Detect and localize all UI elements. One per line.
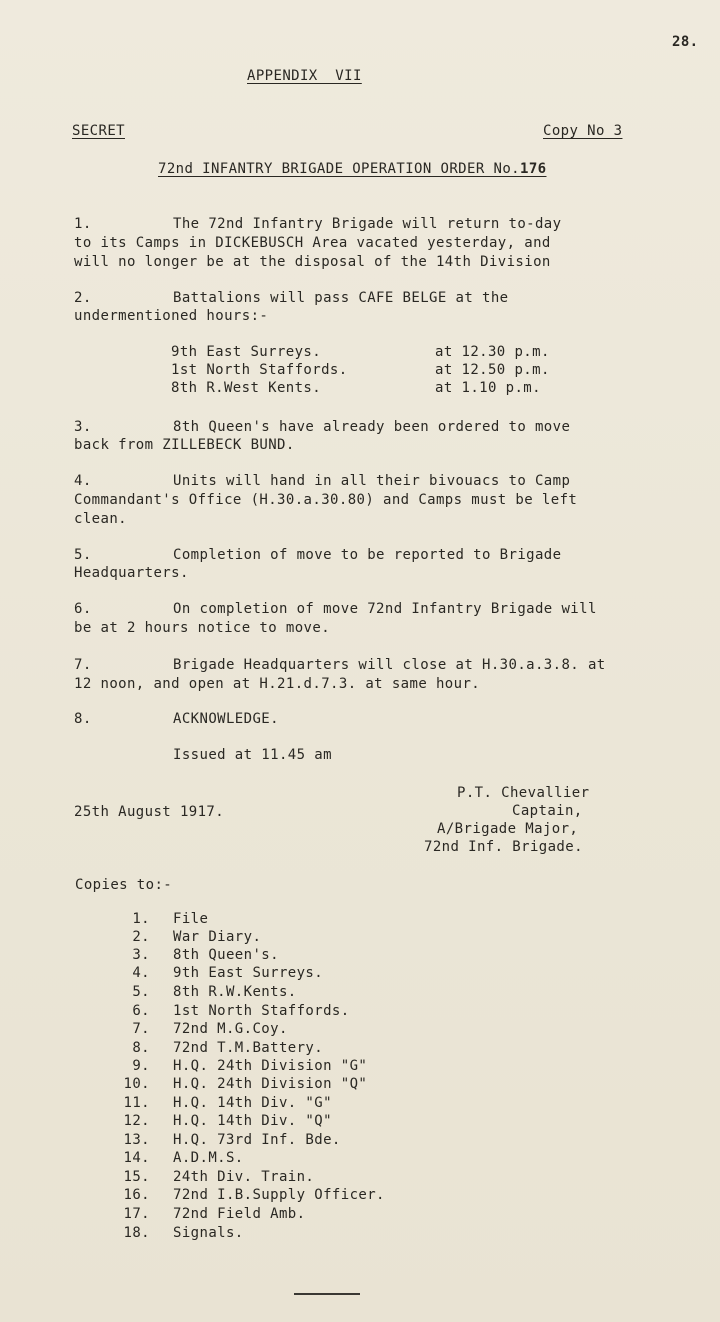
copies-heading: Copies to:- [75, 877, 173, 893]
signatory-appointment: A/Brigade Major, [437, 821, 579, 837]
classification: SECRET [72, 123, 125, 139]
para-3-number: 3. [74, 419, 92, 435]
copy-recipient: 9th East Surreys. [173, 965, 324, 981]
para-1-line-1: The 72nd Infantry Brigade will return to-day [173, 216, 562, 232]
signatory-rank: Captain, [512, 803, 583, 819]
para-2-number: 2. [74, 290, 92, 306]
para-7-line-1: Brigade Headquarters will close at H.30.a.3.8. at [173, 657, 606, 673]
signatory-name: P.T. Chevallier [457, 785, 590, 801]
copy-number: 14. [123, 1150, 150, 1166]
copy-recipient: 72nd Field Amb. [173, 1206, 306, 1222]
issued-time: Issued at 11.45 am [173, 747, 332, 763]
schedule-time: at 12.50 p.m. [435, 362, 550, 378]
order-date: 25th August 1917. [74, 804, 225, 820]
copy-recipient: A.D.M.S. [173, 1150, 244, 1166]
para-2-line-2: undermentioned hours:- [74, 308, 269, 324]
signatory-unit: 72nd Inf. Brigade. [424, 839, 583, 855]
copy-number: 8. [132, 1040, 150, 1056]
appendix-heading: APPENDIX VII [247, 68, 362, 84]
para-5-line-1: Completion of move to be reported to Brigade [173, 547, 562, 563]
schedule-unit: 9th East Surreys. [171, 344, 322, 360]
order-title-text: 72nd INFANTRY BRIGADE OPERATION ORDER No. [158, 161, 520, 177]
copy-number: 7. [132, 1021, 150, 1037]
schedule-time: at 12.30 p.m. [435, 344, 550, 360]
para-8-line-1: ACKNOWLEDGE. [173, 711, 279, 727]
copy-recipient: H.Q. 24th Division "G" [173, 1058, 368, 1074]
copy-number: 15. [123, 1169, 150, 1185]
copy-recipient: 8th R.W.Kents. [173, 984, 297, 1000]
copy-recipient: 72nd T.M.Battery. [173, 1040, 324, 1056]
para-4-line-1: Units will hand in all their bivouacs to Camp [173, 473, 571, 489]
copy-number: 2. [132, 929, 150, 945]
copy-recipient: 24th Div. Train. [173, 1169, 315, 1185]
para-3-line-1: 8th Queen's have already been ordered to move [173, 419, 571, 435]
para-6-number: 6. [74, 601, 92, 617]
copy-recipient: 8th Queen's. [173, 947, 279, 963]
copy-number: 4. [132, 965, 150, 981]
para-2-line-1: Battalions will pass CAFE BELGE at the [173, 290, 509, 306]
copy-recipient: War Diary. [173, 929, 262, 945]
para-1-number: 1. [74, 216, 92, 232]
para-3-line-2: back from ZILLEBECK BUND. [74, 437, 295, 453]
para-4-line-2: Commandant's Office (H.30.a.30.80) and Camps must be left [74, 492, 578, 508]
copy-recipient: H.Q. 24th Division "Q" [173, 1076, 368, 1092]
schedule-time: at 1.10 p.m. [435, 380, 541, 396]
copy-recipient: H.Q. 73rd Inf. Bde. [173, 1132, 341, 1148]
para-8-number: 8. [74, 711, 92, 727]
schedule-unit: 1st North Staffords. [171, 362, 348, 378]
copy-number: 3. [132, 947, 150, 963]
copy-recipient: 1st North Staffords. [173, 1003, 350, 1019]
copy-number: 12. [123, 1113, 150, 1129]
para-6-line-2: be at 2 hours notice to move. [74, 620, 331, 636]
order-title [158, 160, 546, 178]
copy-number: 1. [132, 911, 150, 927]
para-1-line-2: to its Camps in DICKEBUSCH Area vacated yesterday, and [74, 235, 551, 251]
schedule-unit: 8th R.West Kents. [171, 380, 322, 396]
para-4-number: 4. [74, 473, 92, 489]
para-1-line-3: will no longer be at the disposal of the 14th Division [74, 254, 551, 270]
copy-recipient: H.Q. 14th Div. "G" [173, 1095, 332, 1111]
para-5-line-2: Headquarters. [74, 565, 189, 581]
copy-number: 17. [123, 1206, 150, 1222]
para-4-line-3: clean. [74, 511, 127, 527]
copy-recipient: Signals. [173, 1225, 244, 1241]
para-5-number: 5. [74, 547, 92, 563]
copy-number: Copy No 3 [543, 123, 623, 139]
copy-number: 16. [123, 1187, 150, 1203]
copy-number: 5. [132, 984, 150, 1000]
copy-recipient: 72nd M.G.Coy. [173, 1021, 288, 1037]
copy-recipient: File [173, 911, 209, 927]
copy-number: 18. [123, 1225, 150, 1241]
copy-recipient: 72nd I.B.Supply Officer. [173, 1187, 385, 1203]
copy-number: 10. [123, 1076, 150, 1092]
para-7-number: 7. [74, 657, 92, 673]
copy-number: 13. [123, 1132, 150, 1148]
closing-rule [294, 1293, 360, 1295]
copy-number: 9. [132, 1058, 150, 1074]
para-7-line-2: 12 noon, and open at H.21.d.7.3. at same hour. [74, 676, 481, 692]
copy-recipient: H.Q. 14th Div. "Q" [173, 1113, 332, 1129]
copy-number: 6. [132, 1003, 150, 1019]
copy-number: 11. [123, 1095, 150, 1111]
para-6-line-1: On completion of move 72nd Infantry Brigade will [173, 601, 597, 617]
order-number: 176 [519, 161, 547, 177]
page-number: 28. [672, 34, 699, 50]
